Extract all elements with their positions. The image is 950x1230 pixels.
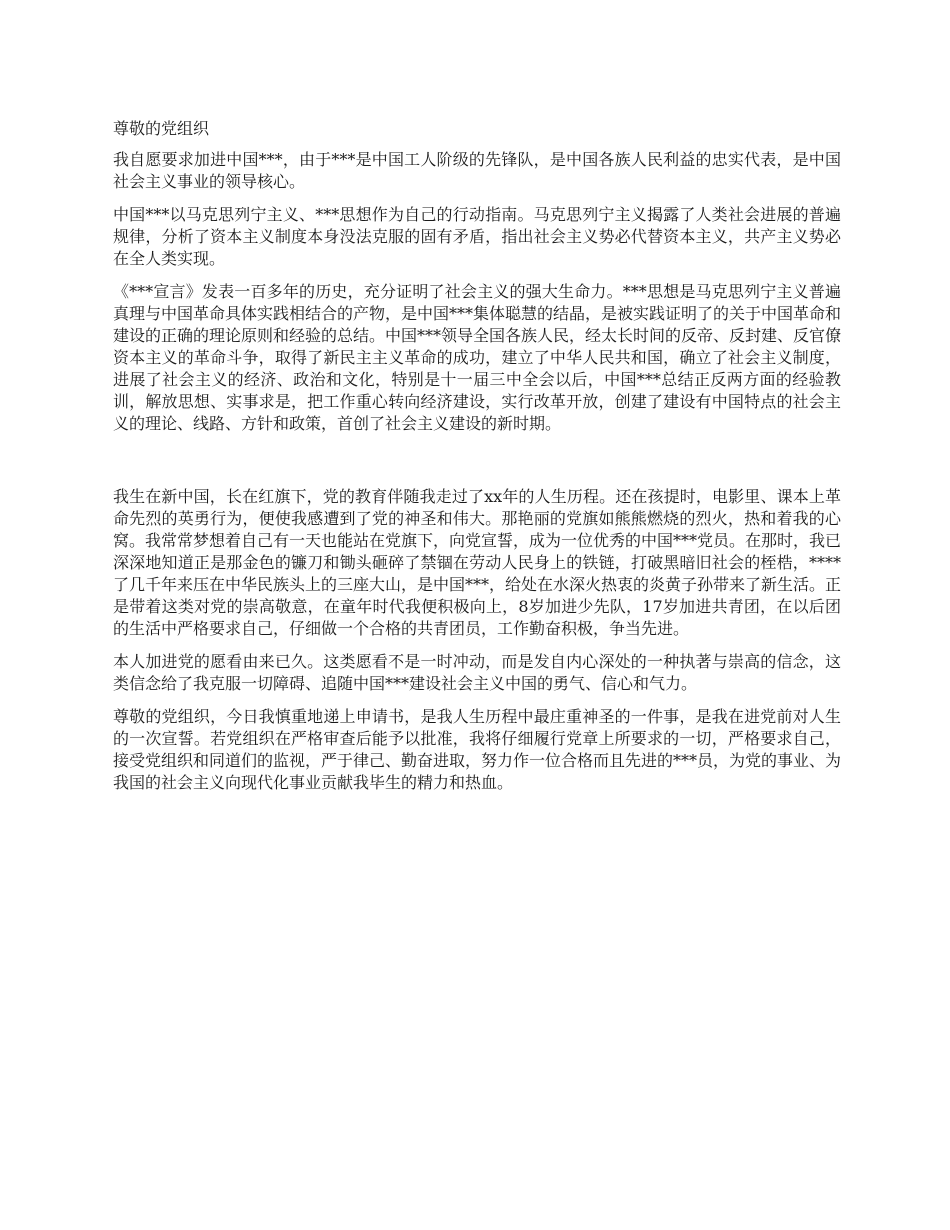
paragraph-application-statement: 我自愿要求加进中国***，由于***是中国工人阶级的先锋队，是中国各族人民利益的忠实代表，是中国社会主义事业的领导核心。 — [113, 150, 841, 191]
paragraph-guiding-ideology: 中国***以马克思列宁主义、***思想作为自己的行动指南。马克思列宁主义揭露了人类社会进展的普遍规律，分析了资本主义制度本身没法克服的固有矛盾，指出社会主义势必代替资本主义，共产主义势必在全人类实现。 — [113, 205, 841, 268]
paragraph-personal-history: 我生在新中国，长在红旗下，党的教育伴随我走过了xx年的人生历程。还在孩提时，电影里、课本上革命先烈的英勇行为，便使我感遭到了党的神圣和伟大。那艳丽的党旗如熊熊燃烧的烈火，热和着我的心窝。我常常梦想着自己有一天也能站在党旗下，向党宣誓，成为一位优秀的中国***党员。在那时，我已深深地知道正是那金色的镰刀和锄头砸碎了禁锢在劳动人民身上的铁链，打破黑暗旧社会的桎梏，****了几千年来压在中华民族头上的三座大山，是中国***，给处在水深火热衷的炎黄子孙带来了新生活。正是带着这类对党的崇高敬意，在童年时代我便积极向上，8岁加进少先队，17岁加进共青团，在以后团的生活中严格要求自己，仔细做一个合格的共青团员，工作勤奋积极，争当先进。 — [113, 487, 842, 638]
salutation: 尊敬的党组织 — [113, 119, 210, 138]
document-page — [113, 118, 841, 805]
paragraph-history: 《***宣言》发表一百多年的历史，充分证明了社会主义的强大生命力。***思想是马克思列宁主义普遍真理与中国革命具体实践相结合的产物，是中国***集体聪慧的结晶，是被实践证明了的关于中国革命和建设的正确的理论原则和经验的总结。中国***领导全国各族人民，经太长时间的反帝、反封建、反官僚资本主义的革命斗争，取得了新民主主义革命的成功，建立了中华人民共和国，确立了社会主义制度，进展了社会主义的经济、政治和文化，特别是十一届三中全会以后，中国***总结正反两方面的经验教训，解放思想、实事求是，把工作重心转向经济建设，实行改革开放，创建了建设有中国特点的社会主义的理论、线路、方针和政策，首创了社会主义建设的新时期。 — [113, 282, 842, 433]
paragraph-pledge: 尊敬的党组织，今日我慎重地递上申请书，是我人生历程中最庄重神圣的一件事，是我在进党前对人生的一次宣誓。若党组织在严格审查后能予以批准，我将仔细履行党章上所要求的一切，严格要求自己，接受党组织和同道们的监视，严于律己、勤奋进取，努力作一位合格而且先进的***员，为党的事业、为我国的社会主义向现代化事业贡献我毕生的精力和热血。 — [113, 707, 842, 792]
paragraph-aspiration: 本人加进党的愿看由来已久。这类愿看不是一时冲动，而是发自内心深处的一种执著与崇高的信念，这类信念给了我克服一切障碍、追随中国***建设社会主义中国的勇气、信心和气力。 — [113, 652, 841, 693]
section-spacer — [113, 446, 841, 486]
